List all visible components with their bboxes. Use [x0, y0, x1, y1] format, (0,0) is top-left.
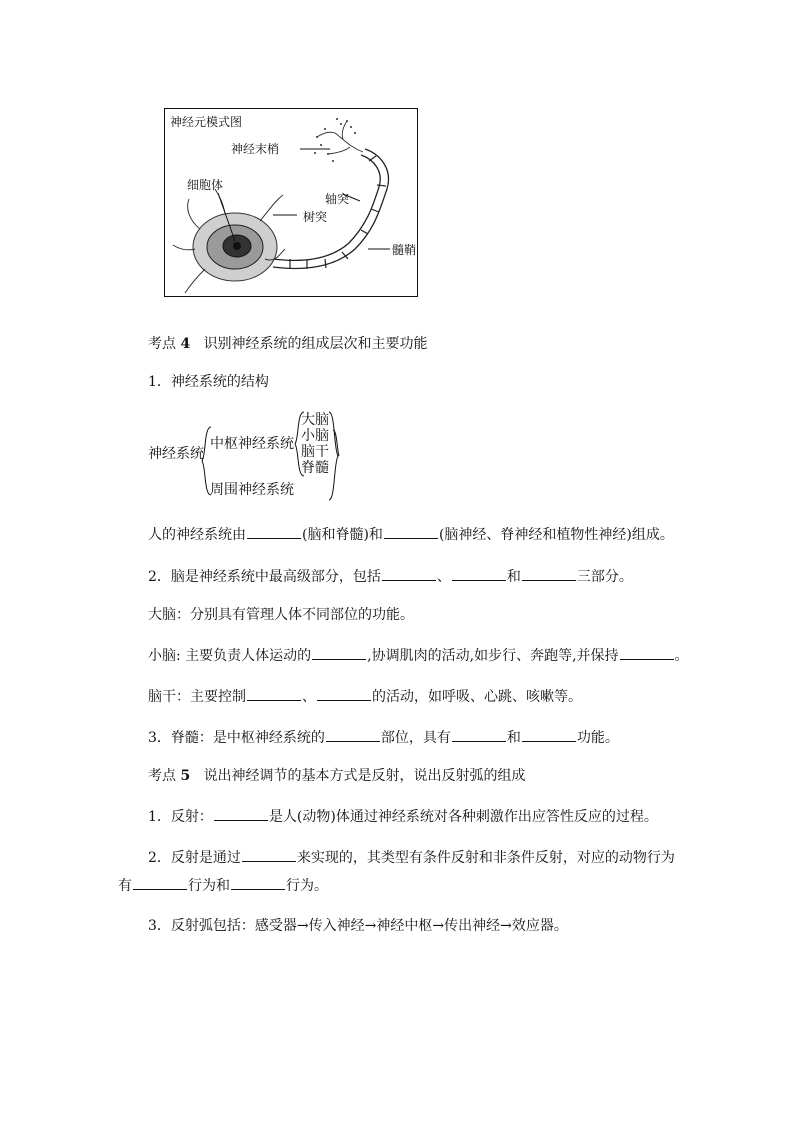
text-segment: 三部分。 — [576, 569, 633, 585]
neuron-figure — [164, 108, 418, 297]
text-segment: 和 — [506, 730, 521, 746]
line-compose — [148, 524, 674, 545]
answer-blank[interactable] — [312, 645, 366, 660]
text-segment: 、 — [302, 689, 316, 705]
text-segment: 功能。 — [576, 730, 619, 746]
section5-item2-line1 — [148, 847, 675, 868]
tree-root: 神经系统 — [148, 446, 204, 462]
text-segment: (脑神经、脊神经和植物性神经)组成。 — [438, 527, 674, 543]
answer-blank[interactable] — [242, 847, 296, 862]
tree-part-cerebrum: 大脑 — [301, 412, 329, 428]
neuron-drawing — [165, 109, 417, 296]
cerebellum-line — [148, 645, 689, 666]
text-segment: 脑干：主要控制 — [148, 689, 246, 705]
text-segment: 2．脑是神经系统中最高级部分，包括 — [148, 569, 381, 585]
answer-blank[interactable] — [214, 806, 268, 821]
figure-title: 神经元模式图 — [170, 115, 243, 129]
answer-blank[interactable] — [620, 645, 674, 660]
answer-blank[interactable] — [247, 524, 301, 539]
text-segment: ,协调肌肉的活动,如步行、奔跑等,并保持 — [367, 648, 619, 664]
section4-prefix: 考点 — [148, 336, 176, 352]
tree-part-brainstem: 脑干 — [301, 444, 329, 460]
answer-blank[interactable] — [247, 686, 301, 701]
text-segment: 有 — [118, 878, 132, 894]
section4-item2 — [148, 566, 633, 587]
section4-item1: 1．神经系统的结构 — [148, 374, 269, 390]
section5-item2-line2 — [118, 875, 328, 896]
section4-number: 4 — [180, 336, 191, 352]
label-dendrite: 树突 — [303, 210, 328, 224]
text-segment: 是人(动物)体通过神经系统对各种刺激作出应答性反应的过程。 — [268, 809, 658, 825]
tree-part-cerebellum: 小脑 — [301, 428, 329, 444]
answer-blank[interactable] — [317, 686, 371, 701]
text-segment: 2．反射是通过 — [148, 850, 241, 866]
text-segment: 1．反射： — [148, 809, 213, 825]
brainstem-line — [148, 686, 582, 707]
text-segment: 行为。 — [286, 878, 328, 894]
text-segment: 的活动，如呼吸、心跳、咳嗽等。 — [372, 689, 582, 705]
section4-heading — [148, 334, 428, 354]
section5-number: 5 — [180, 768, 191, 784]
section5-heading — [148, 766, 526, 786]
answer-blank[interactable] — [384, 524, 438, 539]
text-segment: 和 — [506, 569, 521, 585]
answer-blank[interactable] — [231, 875, 285, 890]
tree-central: 中枢神经系统 — [210, 436, 294, 452]
text-segment: (脑和脊髓)和 — [302, 527, 383, 543]
text-segment: 、 — [436, 569, 451, 585]
answer-blank[interactable] — [522, 566, 576, 581]
section4-title: 识别神经系统的组成层次和主要功能 — [203, 336, 428, 352]
answer-blank[interactable] — [326, 727, 380, 742]
section5-title: 说出神经调节的基本方式是反射，说出反射弧的组成 — [203, 768, 526, 784]
section5-item1 — [148, 806, 658, 827]
text-segment: 来实现的，其类型有条件反射和非条件反射，对应的动物行为 — [296, 850, 675, 866]
label-cell-body: 细胞体 — [187, 178, 224, 192]
label-nerve-terminal: 神经末梢 — [231, 142, 280, 156]
answer-blank[interactable] — [452, 566, 506, 581]
tree-part-spinal-cord: 脊髓 — [301, 460, 329, 476]
label-axon: 轴突 — [325, 192, 350, 206]
text-segment: 部位，具有 — [380, 730, 451, 746]
section5-item3: 3．反射弧包括：感受器→传入神经→神经中枢→传出神经→效应器。 — [148, 918, 568, 934]
text-segment: 小脑: 主要负责人体运动的 — [148, 648, 312, 664]
text-segment: 人的神经系统由 — [148, 527, 246, 543]
section5-prefix: 考点 — [148, 768, 176, 784]
section4-item3 — [148, 727, 619, 748]
text-segment: 3．脊髓：是中枢神经系统的 — [148, 730, 325, 746]
tree-peripheral: 周围神经系统 — [210, 482, 294, 498]
text-segment: 。 — [674, 648, 689, 664]
answer-blank[interactable] — [522, 727, 576, 742]
label-myelin: 髓鞘 — [392, 243, 417, 257]
answer-blank[interactable] — [133, 875, 187, 890]
answer-blank[interactable] — [382, 566, 436, 581]
cerebrum-line: 大脑：分别具有管理人体不同部位的功能。 — [148, 607, 414, 623]
text-segment: 行为和 — [188, 878, 230, 894]
tree-brace-right — [327, 410, 341, 502]
answer-blank[interactable] — [452, 727, 506, 742]
